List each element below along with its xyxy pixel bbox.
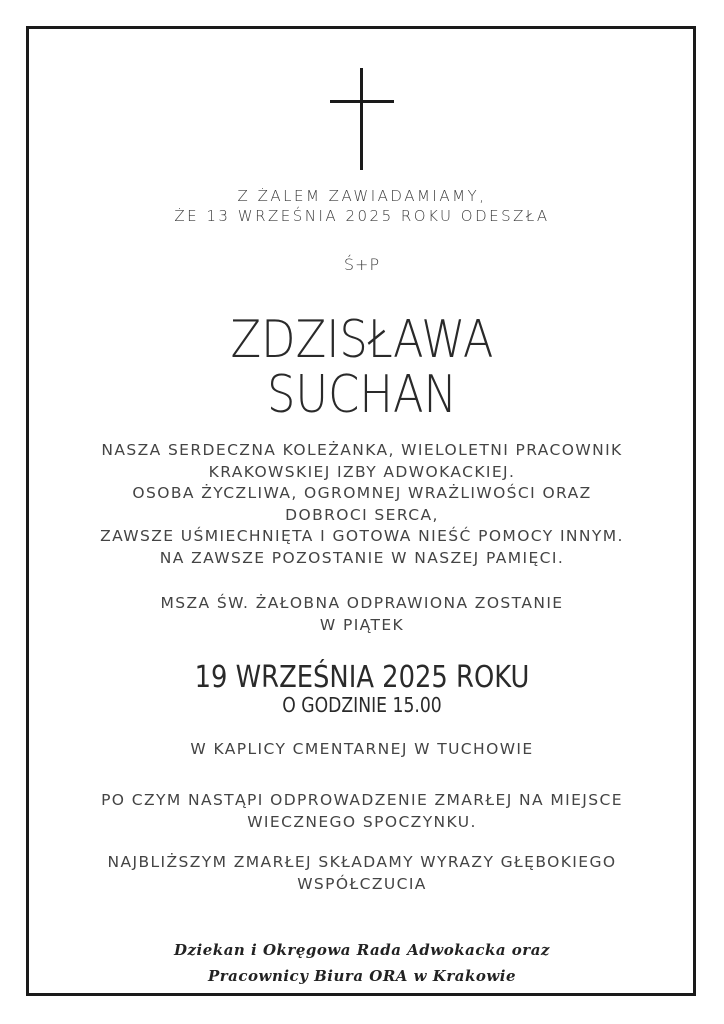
- procession-line: PO CZYM NASTĄPI ODPROWADZENIE ZMARŁEJ NA MIEJSCE: [101, 791, 623, 809]
- description-line: NASZA SERDECZNA KOLEŻANKA, WIELOLETNI PRACOWNIK: [101, 441, 623, 459]
- signature-line: Dziekan i Okręgowa Rada Adwokacka oraz: [174, 941, 550, 959]
- sp-symbol: Ś+P: [343, 255, 381, 274]
- description-line: KRAKOWSKIEJ IZBY ADWOKACKIEJ.: [208, 462, 516, 481]
- intro-text: [0, 186, 724, 226]
- condolences-line: WSPÓŁCZUCIA: [297, 874, 427, 893]
- description-text: [0, 440, 724, 569]
- signature: [0, 937, 724, 989]
- description-line: OSOBA ŻYCZLIWA, OGROMNEJ WRAŻLIWOŚCI ORAZ: [132, 484, 592, 502]
- first-name: ZDZISŁAWA: [230, 310, 494, 370]
- intro-line: Z ŻALEM ZAWIADAMIAMY,: [237, 187, 487, 205]
- cross-icon: [330, 68, 394, 170]
- description-line: NA ZAWSZE POZOSTANIE W NASZEJ PAMIĘCI.: [159, 548, 565, 567]
- mass-text: [0, 593, 724, 636]
- description-line: ZAWSZE UŚMIECHNIĘTA I GOTOWA NIEŚĆ POMOCY INNYM.: [100, 527, 624, 545]
- deceased-name: [51, 310, 674, 425]
- procession-text: [0, 790, 724, 833]
- signature-line: Pracownicy Biura ORA w Krakowie: [208, 967, 516, 985]
- place-text: W KAPLICY CMENTARNEJ W TUCHOWIE: [190, 740, 534, 758]
- condolences-line: NAJBLIŻSZYM ZMARŁEJ SKŁADAMY WYRAZY GŁĘBOKIEGO: [107, 853, 617, 871]
- mass-line: W PIĄTEK: [319, 615, 405, 634]
- procession-line: WIECZNEGO SPOCZYNKU.: [247, 812, 477, 831]
- funeral-date: 19 WRZEŚNIA 2025 ROKU: [194, 660, 530, 695]
- intro-line: ŻE 13 WRZEŚNIA 2025 ROKU ODESZŁA: [174, 207, 550, 225]
- mass-line: MSZA ŚW. ŻAŁOBNA ODPRAWIONA ZOSTANIE: [160, 594, 564, 612]
- last-name: SUCHAN: [266, 365, 458, 425]
- description-line: DOBROCI SERCA,: [285, 505, 439, 524]
- condolences-text: [0, 852, 724, 895]
- funeral-hour: O GODZINIE 15.00: [282, 693, 442, 717]
